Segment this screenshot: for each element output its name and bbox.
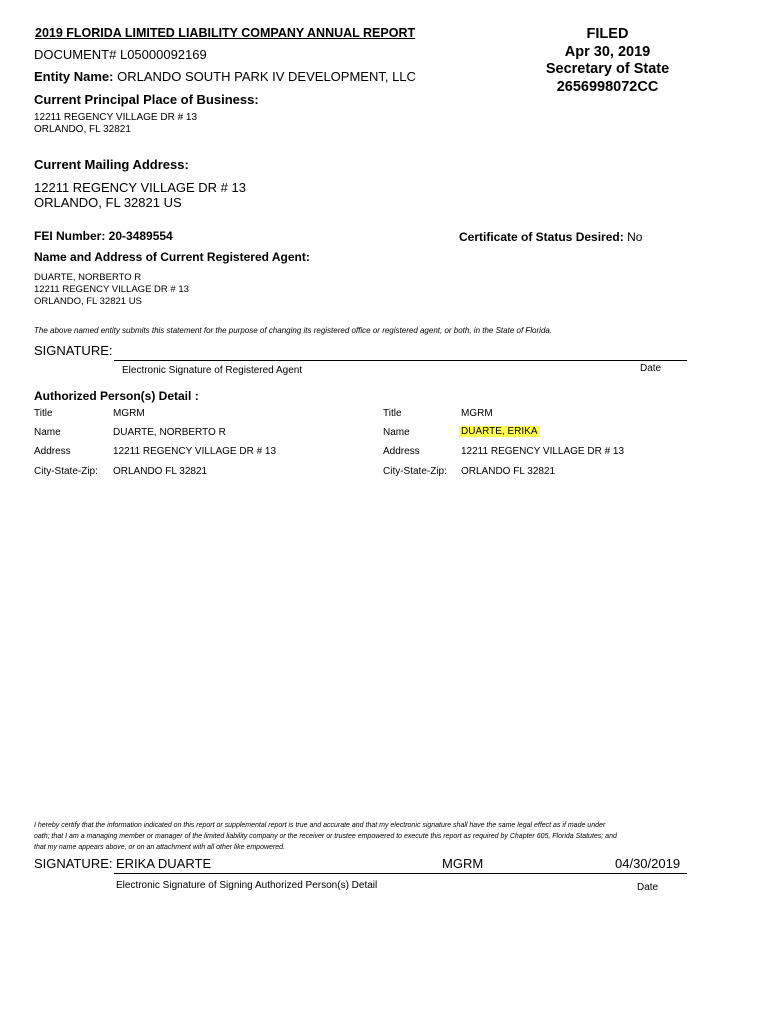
agent-heading: Name and Address of Current Registered Agent: bbox=[34, 250, 310, 264]
entity-name-value: ORLANDO SOUTH PARK IV DEVELOPMENT, LLC bbox=[117, 69, 416, 84]
fei-number: FEI Number: 20-3489554 bbox=[34, 229, 173, 243]
person-2-name: DUARTE, ERIKA bbox=[461, 426, 538, 437]
final-signature-date: 04/30/2019 bbox=[615, 856, 681, 871]
label-name-2: Name bbox=[383, 427, 410, 438]
label-csz-2: City-State-Zip: bbox=[383, 466, 447, 477]
certificate-value: No bbox=[627, 230, 643, 244]
person-1-csz: ORLANDO FL 32821 bbox=[113, 466, 208, 477]
label-title-2: Title bbox=[383, 408, 402, 419]
mailing-heading: Current Mailing Address: bbox=[34, 157, 189, 172]
mailing-line-1: 12211 REGENCY VILLAGE DR # 13 bbox=[34, 180, 246, 195]
mailing-line-2: ORLANDO, FL 32821 US bbox=[34, 195, 182, 210]
person-2-name-highlight bbox=[459, 426, 540, 437]
final-signature-line bbox=[114, 873, 687, 874]
label-address-1: Address bbox=[34, 446, 71, 457]
person-1-name: DUARTE, NORBERTO R bbox=[113, 427, 226, 438]
agent-signature-caption: Electronic Signature of Registered Agent bbox=[122, 365, 303, 376]
filed-number: 2656998072CC bbox=[556, 78, 659, 95]
certification-text bbox=[34, 820, 617, 853]
filed-status: FILED bbox=[586, 26, 629, 42]
agent-name: DUARTE, NORBERTO R bbox=[34, 272, 142, 283]
report-title: 2019 FLORIDA LIMITED LIABILITY COMPANY ANNUAL REPORT bbox=[35, 26, 416, 40]
person-2-address: 12211 REGENCY VILLAGE DR # 13 bbox=[461, 446, 625, 457]
entity-name-row bbox=[34, 69, 416, 84]
certification-line-2: oath; that I am a managing member or manager of the limited liability company or the receiver or trustee empowered to execute this report as required by Chapter 605, Florida Statutes; and bbox=[34, 833, 617, 840]
principal-line-1: 12211 REGENCY VILLAGE DR # 13 bbox=[34, 112, 198, 123]
final-signature-title: MGRM bbox=[442, 856, 484, 871]
final-signature-caption: Electronic Signature of Signing Authorized Person(s) Detail bbox=[116, 880, 378, 891]
entity-name-label: Entity Name: bbox=[34, 69, 114, 84]
final-date-label: Date bbox=[637, 882, 659, 893]
principal-heading: Current Principal Place of Business: bbox=[34, 92, 259, 107]
certification-line-1: I hereby certify that the information indicated on this report or supplemental report is true and accurate and that my electronic signature shall have the same legal effect as if made under bbox=[34, 822, 606, 829]
label-title-1: Title bbox=[34, 408, 53, 419]
agent-signature-line bbox=[114, 360, 687, 361]
document-label: DOCUMENT# bbox=[34, 47, 117, 62]
label-name-1: Name bbox=[34, 427, 61, 438]
agent-line-3: ORLANDO, FL 32821 US bbox=[34, 296, 142, 307]
agent-statement: The above named entity submits this statement for the purpose of changing its registered office or registered agent, or both, in the State of Florida. bbox=[34, 326, 553, 335]
person-1-title: MGRM bbox=[113, 408, 145, 419]
principal-line-2: ORLANDO, FL 32821 bbox=[34, 124, 131, 135]
agent-date-label: Date bbox=[640, 363, 662, 374]
person-1-address: 12211 REGENCY VILLAGE DR # 13 bbox=[113, 446, 277, 457]
document-number bbox=[34, 47, 207, 62]
person-2-title: MGRM bbox=[461, 408, 493, 419]
filed-date: Apr 30, 2019 bbox=[564, 43, 651, 60]
person-2-csz: ORLANDO FL 32821 bbox=[461, 466, 556, 477]
mailing-address bbox=[34, 180, 246, 210]
certificate-label: Certificate of Status Desired: bbox=[459, 230, 624, 244]
agent-line-2: 12211 REGENCY VILLAGE DR # 13 bbox=[34, 284, 189, 295]
agent-address bbox=[34, 272, 189, 308]
document-value: L05000092169 bbox=[119, 47, 207, 62]
certification-line-3: that my name appears above, or on an attachment with all other like empowered. bbox=[34, 844, 285, 851]
certificate-of-status bbox=[459, 230, 642, 244]
filed-stamp bbox=[505, 26, 710, 96]
final-signature-label: SIGNATURE: bbox=[34, 856, 113, 871]
filed-authority: Secretary of State bbox=[545, 61, 670, 77]
final-signature-name: ERIKA DUARTE bbox=[116, 856, 212, 871]
label-address-2: Address bbox=[383, 446, 420, 457]
principal-address bbox=[34, 112, 197, 136]
label-csz-1: City-State-Zip: bbox=[34, 466, 98, 477]
authorized-heading: Authorized Person(s) Detail : bbox=[34, 389, 199, 403]
agent-signature-label: SIGNATURE: bbox=[34, 343, 113, 358]
